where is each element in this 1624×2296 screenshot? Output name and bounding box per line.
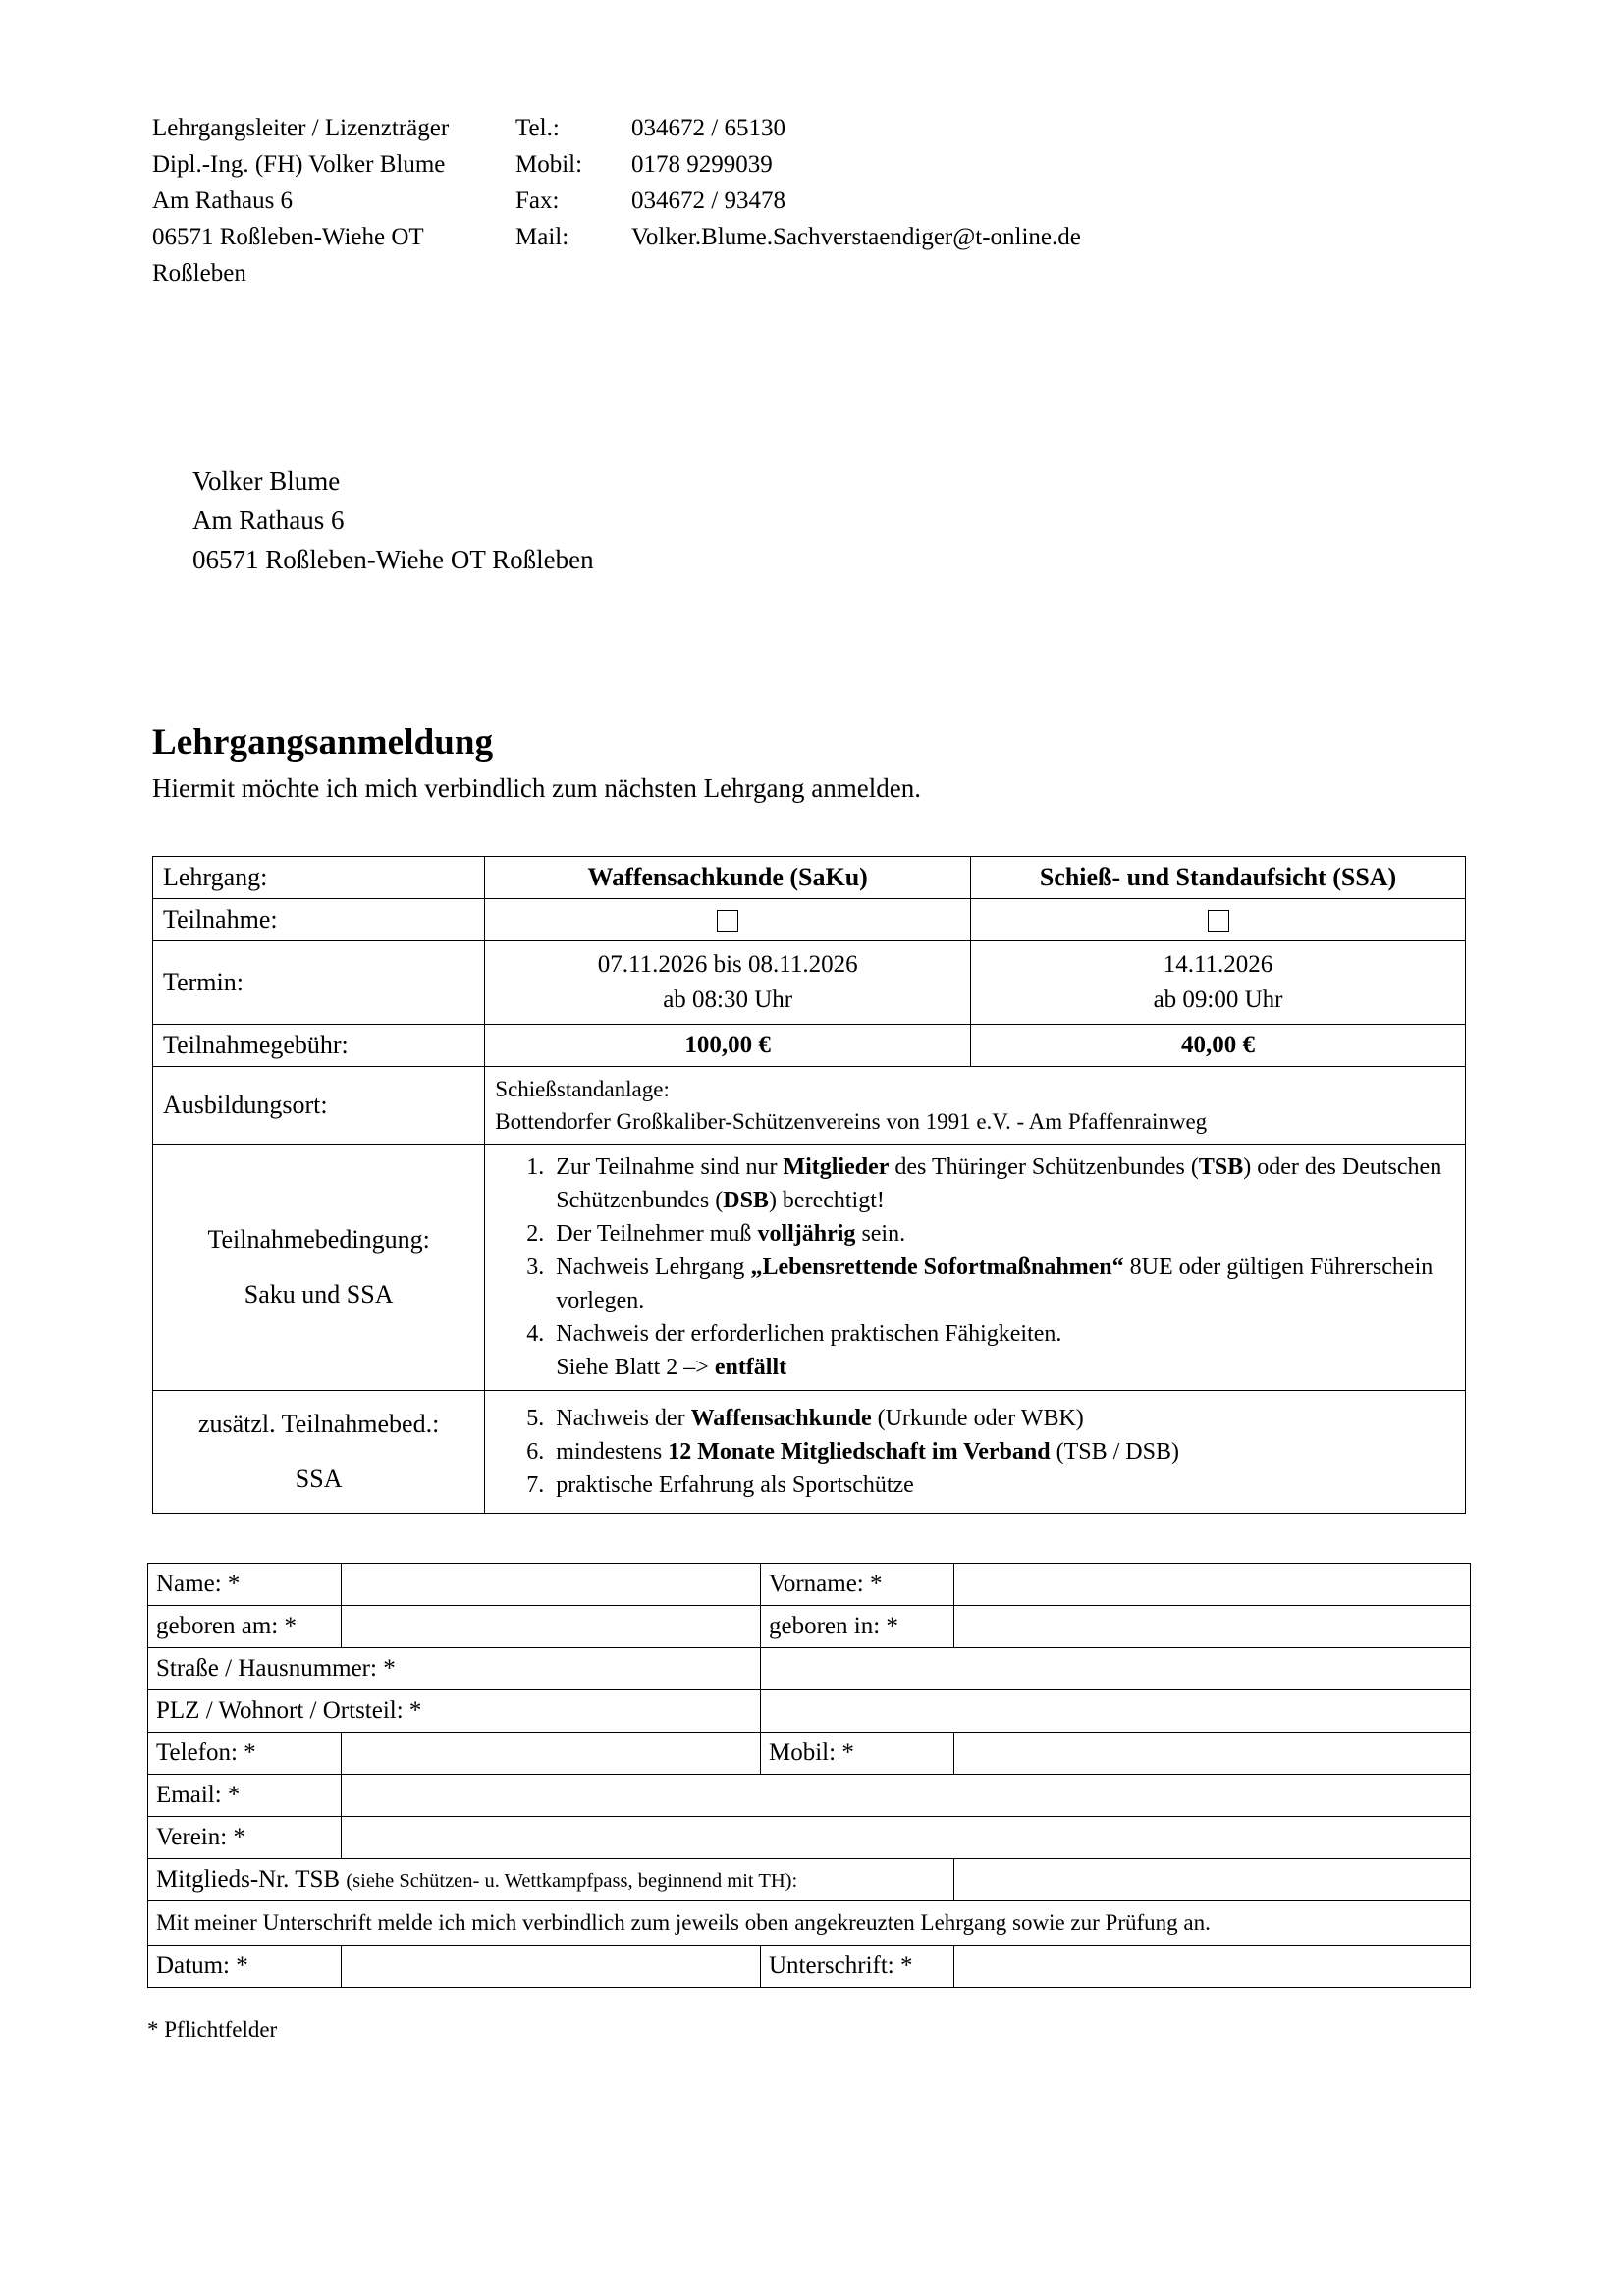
input-vorname[interactable] (954, 1564, 1471, 1606)
form-row-strasse (148, 1648, 1471, 1690)
address-block (192, 461, 594, 579)
input-datum[interactable] (342, 1946, 761, 1988)
footnote-required-fields: * Pflichtfelder (147, 2017, 278, 2042)
list-item: 7. praktische Erfahrung als Sportschütze (550, 1468, 1455, 1502)
list-item: 4. Nachweis der erforderlichen praktischen Fähigkeiten. Siehe Blatt 2 –> entfällt (550, 1317, 1455, 1384)
table-row-teilnahme (153, 899, 1466, 941)
contact-label: Mobil: (515, 151, 583, 178)
label-plz: PLZ / Wohnort / Ortsteil: * (148, 1690, 761, 1733)
contact-value-fax: 034672 / 93478 (631, 187, 785, 214)
input-strasse[interactable] (761, 1648, 1471, 1690)
teilnahmebedingung-label-line2: Saku und SSA (244, 1280, 394, 1308)
teilnahmebedingung-list-cell (485, 1145, 1466, 1391)
termin-ssa-time: ab 09:00 Uhr (1153, 987, 1283, 1013)
list-item: 6. mindestens 12 Monate Mitgliedschaft im Verband (TSB / DSB) (550, 1435, 1455, 1468)
list-item: 5. Nachweis der Waffensachkunde (Urkunde oder WBK) (550, 1402, 1455, 1435)
contact-label: Mail: (515, 224, 569, 250)
letterhead (152, 110, 1081, 292)
address-line: Am Rathaus 6 (192, 506, 345, 535)
label-mobil: Mobil: * (761, 1733, 954, 1775)
course-table (152, 856, 1466, 1514)
form-row-email (148, 1775, 1471, 1817)
contact-value-mail: Volker.Blume.Sachverstaendiger@t-online.de (631, 224, 1081, 250)
zusatzbedingung-list-cell (485, 1391, 1466, 1514)
input-name[interactable] (342, 1564, 761, 1606)
form-row-signature-note (148, 1901, 1471, 1946)
letterhead-contact (515, 110, 1081, 292)
form-row-verein (148, 1817, 1471, 1859)
signature-note: Mit meiner Unterschrift melde ich mich verbindlich zum jeweils oben angekreuzten Lehrgang sowie zur Prüfung an. (148, 1901, 1471, 1946)
page-title: Lehrgangsanmeldung (152, 722, 494, 763)
address-line: 06571 Roßleben-Wiehe OT Roßleben (192, 545, 594, 574)
table-row-termin (153, 941, 1466, 1025)
contact-label: Fax: (515, 187, 560, 214)
table-row-zusatzbedingung (153, 1391, 1466, 1514)
termin-ssa-dates: 14.11.2026 (1163, 951, 1273, 978)
input-email[interactable] (342, 1775, 1471, 1817)
input-plz[interactable] (761, 1690, 1471, 1733)
table-row-ausbildungsort (153, 1067, 1466, 1145)
ausbildungsort-value (485, 1067, 1466, 1145)
contact-value-phone: 034672 / 65130 (631, 115, 785, 141)
label-telefon: Telefon: * (148, 1733, 342, 1775)
label-datum: Datum: * (148, 1946, 342, 1988)
checkbox-cell-saku[interactable] (485, 899, 971, 941)
checkbox-unchecked-icon-saku[interactable] (717, 910, 738, 932)
letterhead-sender (152, 110, 515, 292)
teilnahmebedingung-list (495, 1150, 1455, 1384)
label-email: Email: * (148, 1775, 342, 1817)
course-b-title: Schieß- und Standaufsicht (SSA) (971, 857, 1466, 899)
contact-label: Tel.: (515, 115, 560, 141)
label-gebuehr: Teilnahmegebühr: (153, 1025, 485, 1067)
label-vorname: Vorname: * (761, 1564, 954, 1606)
form-row-geboren (148, 1606, 1471, 1648)
input-telefon[interactable] (342, 1733, 761, 1775)
list-item: 2. Der Teilnehmer muß volljährig sein. (550, 1217, 1455, 1251)
label-zusatzbedingung (153, 1391, 485, 1514)
form-row-name (148, 1564, 1471, 1606)
form-row-plz (148, 1690, 1471, 1733)
checkbox-cell-ssa[interactable] (971, 899, 1466, 941)
termin-ssa (971, 941, 1466, 1025)
label-geboren-in: geboren in: * (761, 1606, 954, 1648)
input-verein[interactable] (342, 1817, 1471, 1859)
registration-form-table (147, 1563, 1471, 1988)
label-mitgliedsnr (148, 1859, 954, 1901)
label-ausbildungsort: Ausbildungsort: (153, 1067, 485, 1145)
label-strasse: Straße / Hausnummer: * (148, 1648, 761, 1690)
zusatzbedingung-list (495, 1402, 1455, 1502)
label-lehrgang: Lehrgang: (153, 857, 485, 899)
form-row-telefon (148, 1733, 1471, 1775)
termin-saku (485, 941, 971, 1025)
letterhead-line: Dipl.-Ing. (FH) Volker Blume (152, 151, 446, 178)
contact-labels (515, 110, 631, 292)
address-line: Volker Blume (192, 466, 341, 496)
label-mitgliedsnr-main: Mitglieds-Nr. TSB (156, 1866, 341, 1893)
teilnahmebedingung-label-line1: Teilnahmebedingung: (207, 1225, 430, 1254)
letterhead-line: Am Rathaus 6 (152, 187, 294, 214)
label-unterschrift: Unterschrift: * (761, 1946, 954, 1988)
label-mitgliedsnr-hint: (siehe Schützen- u. Wettkampfpass, beginnend mit TH): (346, 1870, 798, 1892)
label-teilnahmebedingung (153, 1145, 485, 1391)
ausbildungsort-line1: Schießstandanlage: (495, 1077, 670, 1101)
label-verein: Verein: * (148, 1817, 342, 1859)
label-name: Name: * (148, 1564, 342, 1606)
zusatzbedingung-label-line1: zusätzl. Teilnahmebed.: (197, 1410, 440, 1438)
label-termin: Termin: (153, 941, 485, 1025)
list-item: 3. Nachweis Lehrgang „Lebensrettende Sofortmaßnahmen“ 8UE oder gültigen Führerschein vorlegen. (550, 1251, 1455, 1317)
table-row-lehrgang (153, 857, 1466, 899)
input-geboren-am[interactable] (342, 1606, 761, 1648)
label-geboren-am: geboren am: * (148, 1606, 342, 1648)
letterhead-line: Lehrgangsleiter / Lizenzträger (152, 115, 450, 141)
termin-saku-dates: 07.11.2026 bis 08.11.2026 (597, 951, 858, 978)
checkbox-unchecked-icon-ssa[interactable] (1208, 910, 1229, 932)
gebuehr-saku: 100,00 € (485, 1025, 971, 1067)
page-subtitle: Hiermit möchte ich mich verbindlich zum nächsten Lehrgang anmelden. (152, 774, 921, 803)
table-row-teilnahmebedingung (153, 1145, 1466, 1391)
form-row-mitgliedsnr (148, 1859, 1471, 1901)
contact-values (631, 110, 1081, 292)
form-row-datum (148, 1946, 1471, 1988)
list-item: 1. Zur Teilnahme sind nur Mitglieder des Thüringer Schützenbundes (TSB) oder des Deutschen Schützenbundes (DSB) berechtigt! (550, 1150, 1455, 1217)
gebuehr-ssa: 40,00 € (971, 1025, 1466, 1067)
input-unterschrift[interactable] (954, 1946, 1471, 1988)
label-teilnahme: Teilnahme: (153, 899, 485, 941)
contact-value-mobile: 0178 9299039 (631, 151, 773, 178)
ausbildungsort-line2: Bottendorfer Großkaliber-Schützenvereins von 1991 e.V. - Am Pfaffenrainweg (495, 1109, 1208, 1134)
input-mitgliedsnr[interactable] (954, 1859, 1471, 1901)
input-geboren-in[interactable] (954, 1606, 1471, 1648)
table-row-gebuehr (153, 1025, 1466, 1067)
course-a-title: Waffensachkunde (SaKu) (485, 857, 971, 899)
letterhead-line: 06571 Roßleben-Wiehe OT Roßleben (152, 224, 424, 287)
zusatzbedingung-label-line2: SSA (295, 1465, 343, 1493)
termin-saku-time: ab 08:30 Uhr (663, 987, 793, 1013)
input-mobil[interactable] (954, 1733, 1471, 1775)
